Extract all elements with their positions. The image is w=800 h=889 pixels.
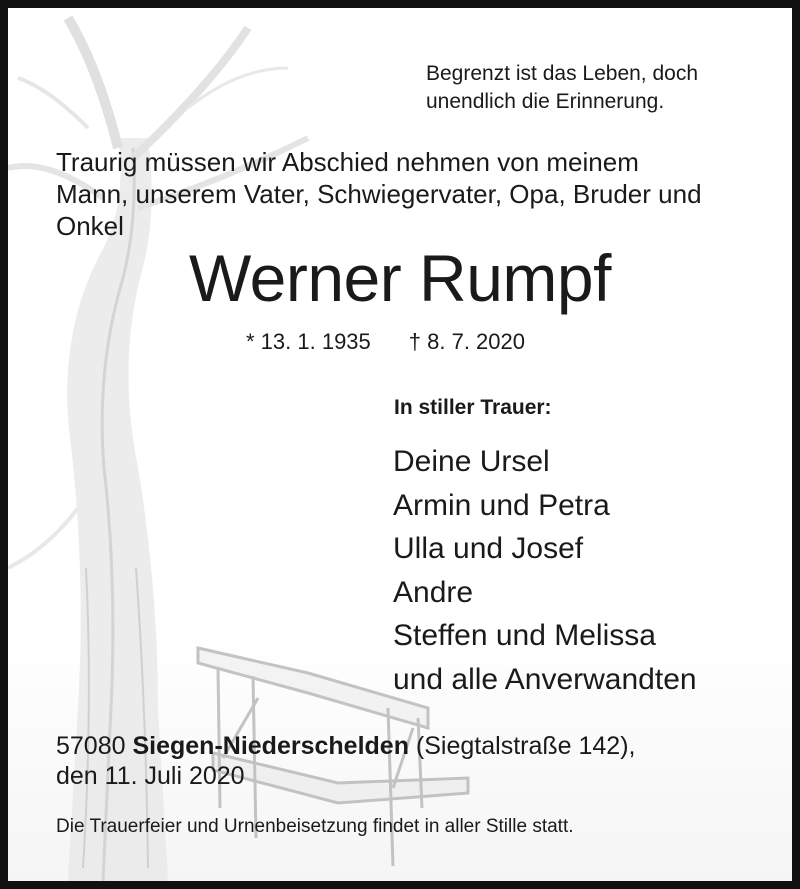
town: Siegen-Niederschelden [132, 732, 409, 760]
intro-line-1: Traurig müssen wir Abschied nehmen von meinem [56, 147, 639, 177]
intro-line-2: Mann, unserem Vater, Schwiegervater, Opa, Bruder und [56, 179, 702, 209]
postcode: 57080 [56, 732, 126, 760]
mourner-item: Deine Ursel [393, 445, 550, 478]
death-date: † 8. 7. 2020 [408, 329, 525, 354]
notice-date: den 11. Juli 2020 [56, 762, 245, 790]
intro-text [56, 146, 776, 242]
mourner-item: Ulla und Josef [393, 532, 584, 565]
mourner-item: Andre [393, 575, 474, 609]
mourner-item: Armin und Petra [393, 488, 610, 522]
deceased-name: Werner Rumpf [189, 241, 611, 315]
intro-line-3: Onkel [56, 211, 124, 241]
mourner-item: und alle Anverwandten [393, 662, 697, 696]
street: (Siegtalstraße 142), [415, 732, 636, 760]
quote-line-2: unendlich die Erinnerung. [426, 90, 665, 113]
birth-date: * 13. 1. 1935 [246, 329, 371, 354]
quote [426, 60, 698, 116]
mourners-heading: In stiller Trauer: [394, 396, 552, 419]
life-dates [246, 327, 525, 357]
funeral-note: Die Trauerfeier und Urnenbeisetzung findet in aller Stille statt. [56, 816, 574, 837]
address-line [56, 730, 635, 762]
quote-line-1: Begrenzt ist das Leben, doch [426, 62, 699, 85]
mourners-list [393, 440, 697, 701]
mourner-item: Steffen und Melissa [393, 619, 656, 652]
